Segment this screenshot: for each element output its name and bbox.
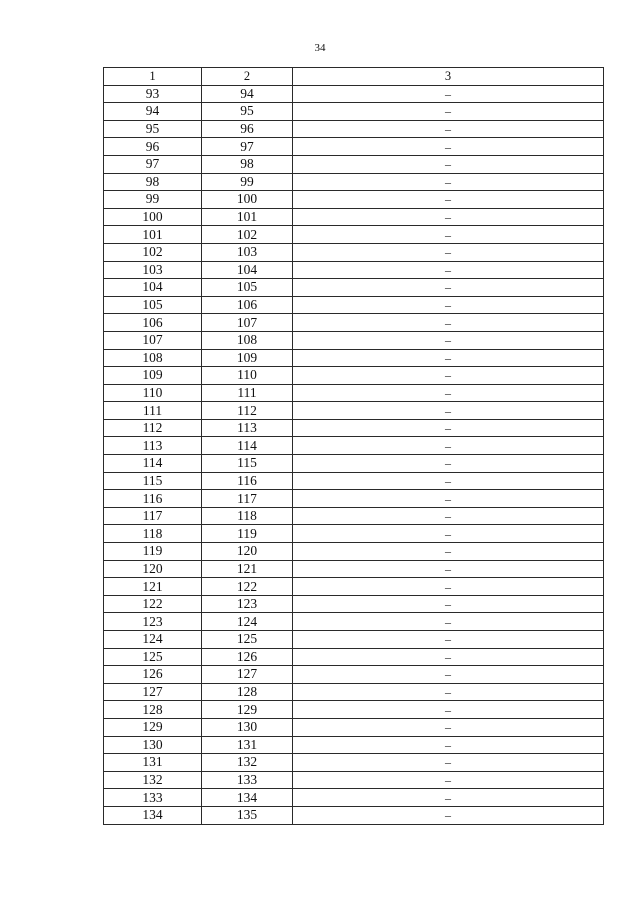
table-cell: 103 xyxy=(202,243,293,261)
table-cell: 127 xyxy=(104,683,202,701)
table-cell: 101 xyxy=(104,226,202,244)
table-row xyxy=(104,806,604,824)
table-cell-dash: – xyxy=(293,771,604,789)
table-cell: 129 xyxy=(202,701,293,719)
table-row xyxy=(104,648,604,666)
table-cell: 111 xyxy=(202,384,293,402)
table-cell: 108 xyxy=(104,349,202,367)
table-cell: 125 xyxy=(202,631,293,649)
table-cell: 130 xyxy=(202,718,293,736)
table-cell: 128 xyxy=(202,683,293,701)
table-cell: 102 xyxy=(104,243,202,261)
table-row xyxy=(104,279,604,297)
table-row xyxy=(104,331,604,349)
table-cell: 102 xyxy=(202,226,293,244)
table-cell-dash: – xyxy=(293,402,604,420)
table-cell: 105 xyxy=(202,279,293,297)
table-cell-dash: – xyxy=(293,648,604,666)
table-row xyxy=(104,367,604,385)
table-cell: 122 xyxy=(104,595,202,613)
table-row xyxy=(104,138,604,156)
table-row xyxy=(104,103,604,121)
table-row xyxy=(104,490,604,508)
table-cell-dash: – xyxy=(293,155,604,173)
table-cell: 109 xyxy=(202,349,293,367)
table-cell: 120 xyxy=(104,560,202,578)
table-row xyxy=(104,718,604,736)
table-cell: 129 xyxy=(104,718,202,736)
table-row xyxy=(104,173,604,191)
table-cell: 113 xyxy=(104,437,202,455)
table-row xyxy=(104,120,604,138)
table-cell: 115 xyxy=(104,472,202,490)
table-row xyxy=(104,543,604,561)
table-cell: 112 xyxy=(104,419,202,437)
table-row xyxy=(104,613,604,631)
table-cell: 131 xyxy=(104,754,202,772)
table-cell-dash: – xyxy=(293,279,604,297)
table-cell: 96 xyxy=(104,138,202,156)
table-cell-dash: – xyxy=(293,314,604,332)
table-cell: 118 xyxy=(104,525,202,543)
table-cell: 110 xyxy=(104,384,202,402)
table-cell: 96 xyxy=(202,120,293,138)
table-cell-dash: – xyxy=(293,666,604,684)
table-cell: 101 xyxy=(202,208,293,226)
table-row xyxy=(104,472,604,490)
table-cell-dash: – xyxy=(293,613,604,631)
table-row xyxy=(104,296,604,314)
table-cell: 124 xyxy=(104,631,202,649)
table-cell: 107 xyxy=(104,331,202,349)
table-cell-dash: – xyxy=(293,701,604,719)
table-cell: 95 xyxy=(104,120,202,138)
table-cell: 103 xyxy=(104,261,202,279)
table-cell-dash: – xyxy=(293,173,604,191)
table-cell-dash: – xyxy=(293,85,604,103)
table-cell-dash: – xyxy=(293,455,604,473)
table-cell: 110 xyxy=(202,367,293,385)
table-body xyxy=(104,85,604,824)
table-cell: 104 xyxy=(202,261,293,279)
table-cell: 114 xyxy=(104,455,202,473)
table-cell-dash: – xyxy=(293,103,604,121)
table-cell-dash: – xyxy=(293,296,604,314)
table-row xyxy=(104,314,604,332)
table-row xyxy=(104,402,604,420)
table-cell: 95 xyxy=(202,103,293,121)
table-cell: 118 xyxy=(202,507,293,525)
table-cell: 94 xyxy=(104,103,202,121)
table-cell-dash: – xyxy=(293,736,604,754)
column-header-1: 1 xyxy=(104,68,202,86)
table-cell: 127 xyxy=(202,666,293,684)
table-cell-dash: – xyxy=(293,384,604,402)
table-row xyxy=(104,560,604,578)
table-cell: 126 xyxy=(104,666,202,684)
table-cell: 121 xyxy=(202,560,293,578)
table-row xyxy=(104,85,604,103)
table-cell: 133 xyxy=(202,771,293,789)
table-cell-dash: – xyxy=(293,754,604,772)
table-cell: 123 xyxy=(104,613,202,631)
table-cell-dash: – xyxy=(293,507,604,525)
table-cell-dash: – xyxy=(293,806,604,824)
table-cell: 115 xyxy=(202,455,293,473)
table-row xyxy=(104,525,604,543)
table-cell-dash: – xyxy=(293,560,604,578)
table-cell: 116 xyxy=(202,472,293,490)
table-row xyxy=(104,771,604,789)
table-cell: 109 xyxy=(104,367,202,385)
table-cell-dash: – xyxy=(293,525,604,543)
table-cell-dash: – xyxy=(293,349,604,367)
table-cell: 134 xyxy=(202,789,293,807)
table-cell: 130 xyxy=(104,736,202,754)
table-cell-dash: – xyxy=(293,718,604,736)
table-cell: 100 xyxy=(104,208,202,226)
table-row xyxy=(104,226,604,244)
column-header-3: 3 xyxy=(293,68,604,86)
table-cell-dash: – xyxy=(293,543,604,561)
table-cell: 125 xyxy=(104,648,202,666)
table-cell: 135 xyxy=(202,806,293,824)
table-cell-dash: – xyxy=(293,331,604,349)
table-cell: 111 xyxy=(104,402,202,420)
table-cell: 124 xyxy=(202,613,293,631)
table-row xyxy=(104,595,604,613)
table-cell: 119 xyxy=(202,525,293,543)
table-cell: 132 xyxy=(202,754,293,772)
table-cell: 97 xyxy=(202,138,293,156)
table-row xyxy=(104,507,604,525)
table-cell: 105 xyxy=(104,296,202,314)
table-cell-dash: – xyxy=(293,367,604,385)
table-cell-dash: – xyxy=(293,191,604,209)
table-cell-dash: – xyxy=(293,472,604,490)
table-cell-dash: – xyxy=(293,138,604,156)
table-row xyxy=(104,419,604,437)
table-cell: 106 xyxy=(202,296,293,314)
table-cell: 120 xyxy=(202,543,293,561)
data-table-container xyxy=(103,67,603,825)
table-row xyxy=(104,683,604,701)
table-cell: 93 xyxy=(104,85,202,103)
table-cell-dash: – xyxy=(293,595,604,613)
table-cell-dash: – xyxy=(293,120,604,138)
page-number: 34 xyxy=(314,42,326,54)
table-cell: 123 xyxy=(202,595,293,613)
table-cell: 114 xyxy=(202,437,293,455)
data-table xyxy=(103,67,604,825)
table-cell: 99 xyxy=(202,173,293,191)
column-header-2: 2 xyxy=(202,68,293,86)
table-row xyxy=(104,666,604,684)
table-cell-dash: – xyxy=(293,631,604,649)
table-cell: 116 xyxy=(104,490,202,508)
table-row xyxy=(104,208,604,226)
table-cell: 119 xyxy=(104,543,202,561)
table-row xyxy=(104,455,604,473)
table-row xyxy=(104,261,604,279)
table-cell: 97 xyxy=(104,155,202,173)
table-cell: 122 xyxy=(202,578,293,596)
table-cell: 99 xyxy=(104,191,202,209)
table-row xyxy=(104,736,604,754)
table-cell: 106 xyxy=(104,314,202,332)
table-cell-dash: – xyxy=(293,683,604,701)
table-row xyxy=(104,789,604,807)
table-cell-dash: – xyxy=(293,789,604,807)
table-cell: 112 xyxy=(202,402,293,420)
table-row xyxy=(104,578,604,596)
table-cell: 132 xyxy=(104,771,202,789)
table-cell: 98 xyxy=(104,173,202,191)
table-cell-dash: – xyxy=(293,578,604,596)
table-row xyxy=(104,191,604,209)
table-cell: 94 xyxy=(202,85,293,103)
table-cell-dash: – xyxy=(293,490,604,508)
table-cell: 126 xyxy=(202,648,293,666)
table-row xyxy=(104,701,604,719)
table-cell: 128 xyxy=(104,701,202,719)
table-cell: 100 xyxy=(202,191,293,209)
table-cell: 108 xyxy=(202,331,293,349)
table-cell: 133 xyxy=(104,789,202,807)
table-cell: 113 xyxy=(202,419,293,437)
table-row xyxy=(104,243,604,261)
table-cell: 98 xyxy=(202,155,293,173)
table-cell: 104 xyxy=(104,279,202,297)
table-cell-dash: – xyxy=(293,437,604,455)
table-cell-dash: – xyxy=(293,419,604,437)
table-cell-dash: – xyxy=(293,208,604,226)
table-cell: 121 xyxy=(104,578,202,596)
table-row xyxy=(104,155,604,173)
table-row xyxy=(104,384,604,402)
table-cell: 117 xyxy=(202,490,293,508)
table-cell-dash: – xyxy=(293,226,604,244)
table-row xyxy=(104,631,604,649)
table-row xyxy=(104,437,604,455)
table-cell-dash: – xyxy=(293,243,604,261)
table-cell: 131 xyxy=(202,736,293,754)
table-cell: 107 xyxy=(202,314,293,332)
table-header-row xyxy=(104,68,604,86)
table-row xyxy=(104,349,604,367)
table-cell-dash: – xyxy=(293,261,604,279)
table-cell: 117 xyxy=(104,507,202,525)
table-row xyxy=(104,754,604,772)
table-cell: 134 xyxy=(104,806,202,824)
